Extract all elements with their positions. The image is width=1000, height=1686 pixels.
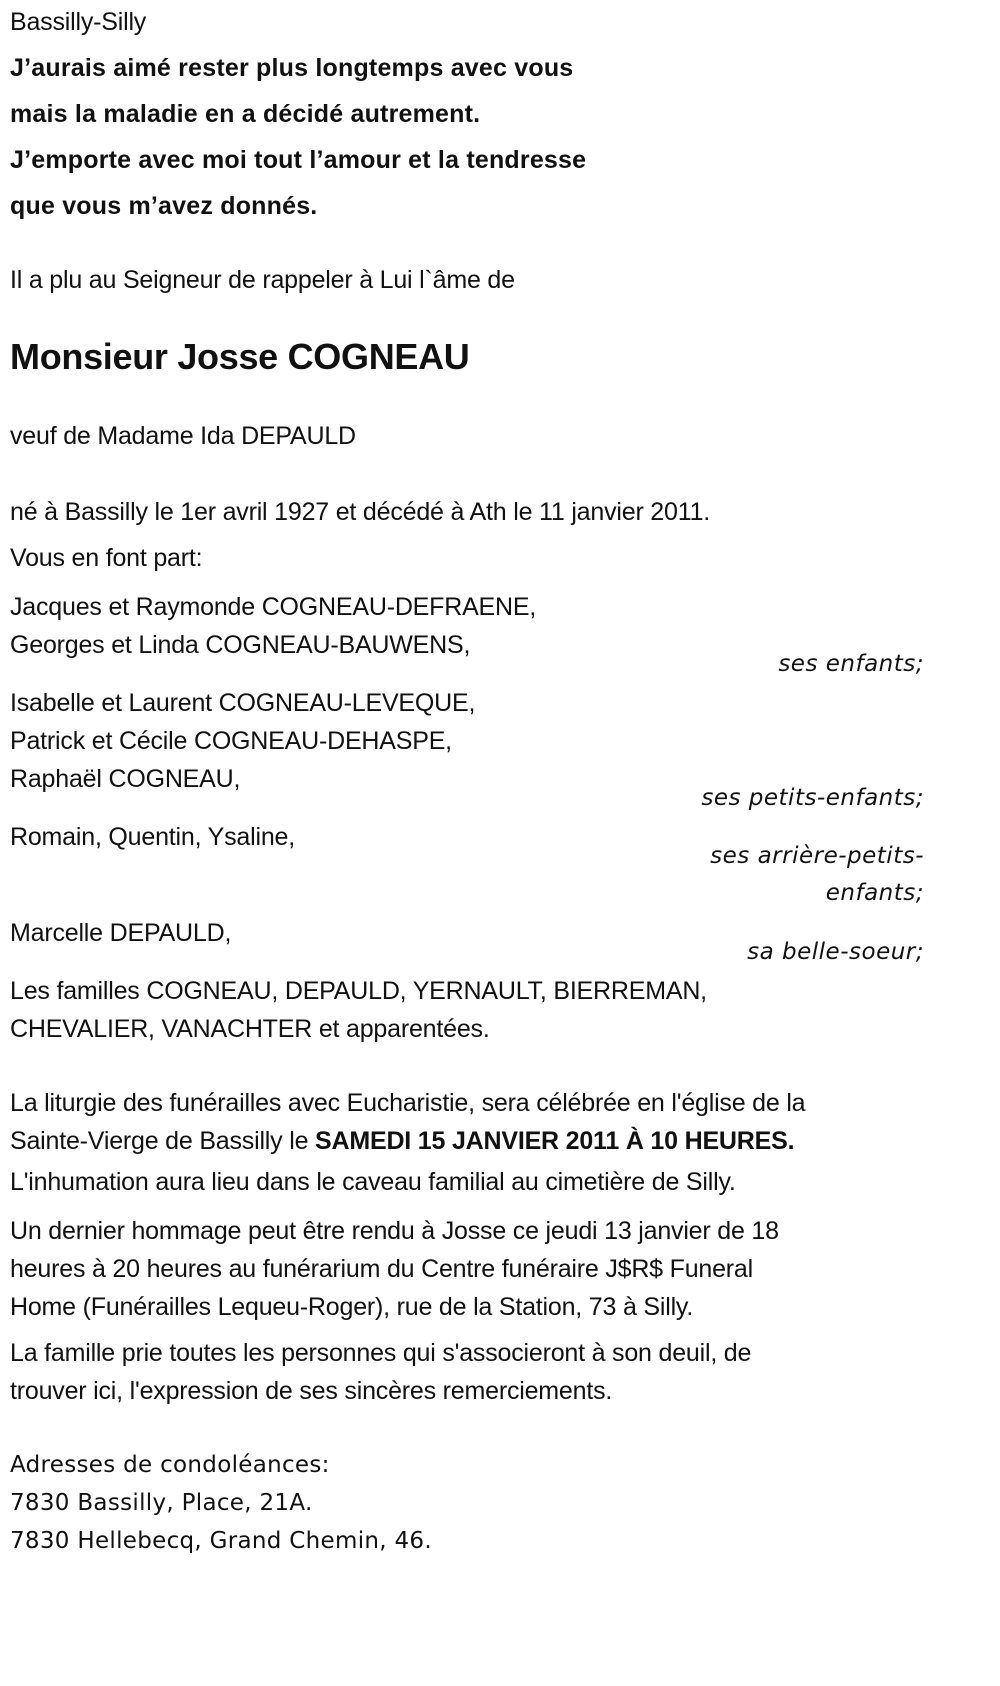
condolence-address: 7830 Hellebecq, Grand Chemin, 46. <box>10 1528 432 1554</box>
intro-text: Il a plu au Seigneur de rappeler à Lui l`âme de <box>10 266 515 294</box>
tribute-text <box>10 1212 779 1326</box>
ceremony-place: Sainte-Vierge de Bassilly le <box>10 1127 316 1155</box>
families-line: Les familles COGNEAU, DEPAULD, YERNAULT, BIERREMAN, <box>10 977 707 1005</box>
family-group-children <box>10 588 536 664</box>
family-member: Raphaël COGNEAU, <box>10 765 241 793</box>
thanks-line: trouver ici, l'expression de ses sincères remerciements. <box>10 1377 613 1405</box>
announcement-text: Vous en font part: <box>10 544 203 572</box>
burial-text: L'inhumation aura lieu dans le caveau familial au cimetière de Silly. <box>10 1168 736 1196</box>
deceased-name: Monsieur Josse COGNEAU <box>10 336 470 377</box>
poem-line: que vous m’avez donnés. <box>10 192 318 220</box>
poem-line: J’aurais aimé rester plus longtemps avec vous <box>10 54 574 82</box>
family-member: Isabelle et Laurent COGNEAU-LEVEQUE, <box>10 689 476 717</box>
condolences-block <box>10 1446 432 1560</box>
location: Bassilly-Silly <box>10 8 147 36</box>
ceremony-date: SAMEDI 15 JANVIER 2011 À 10 HEURES. <box>315 1127 795 1155</box>
family-member: Marcelle DEPAULD, <box>10 919 232 947</box>
poem-line: J’emporte avec moi tout l’amour et la tendresse <box>10 146 587 174</box>
thanks-text <box>10 1334 751 1410</box>
poem-line: mais la maladie en a décidé autrement. <box>10 100 481 128</box>
relation-label: sa belle-soeur; <box>747 939 924 965</box>
relation-label-line: ses arrière-petits- <box>710 843 924 869</box>
relation-label-line: enfants; <box>825 880 924 906</box>
ceremony-line: La liturgie des funérailles avec Eucharistie, sera célébrée en l'église de la <box>10 1089 806 1117</box>
tribute-line: Home (Funérailles Lequeu-Roger), rue de la Station, 73 à Silly. <box>10 1293 694 1321</box>
family-group-grandchildren <box>10 684 475 798</box>
family-group-sister-in-law <box>10 914 231 952</box>
family-group-great-grandchildren <box>10 818 295 856</box>
tribute-line: Un dernier hommage peut être rendu à Josse ce jeudi 13 janvier de 18 <box>10 1217 779 1245</box>
tribute-line: heures à 20 heures au funérarium du Centre funéraire J$R$ Funeral <box>10 1255 753 1283</box>
ceremony-text <box>10 1084 805 1160</box>
relation-label <box>710 838 924 912</box>
family-member: Patrick et Cécile COGNEAU-DEHASPE, <box>10 727 452 755</box>
relation-label: ses petits-enfants; <box>701 785 924 811</box>
relation-label: ses enfants; <box>778 651 924 677</box>
families-list <box>10 972 707 1048</box>
families-line: CHEVALIER, VANACHTER et apparentées. <box>10 1015 490 1043</box>
spouse-text: veuf de Madame Ida DEPAULD <box>10 422 356 450</box>
thanks-line: La famille prie toutes les personnes qui s'associeront à son deuil, de <box>10 1339 752 1367</box>
birth-death-text: né à Bassilly le 1er avril 1927 et décédé à Ath le 11 janvier 2011. <box>10 498 711 526</box>
condolences-label: Adresses de condoléances: <box>10 1452 330 1478</box>
family-member: Georges et Linda COGNEAU-BAUWENS, <box>10 631 471 659</box>
family-member: Jacques et Raymonde COGNEAU-DEFRAENE, <box>10 593 537 621</box>
condolence-address: 7830 Bassilly, Place, 21A. <box>10 1490 313 1516</box>
family-member: Romain, Quentin, Ysaline, <box>10 823 295 851</box>
ceremony-line <box>10 1122 805 1160</box>
